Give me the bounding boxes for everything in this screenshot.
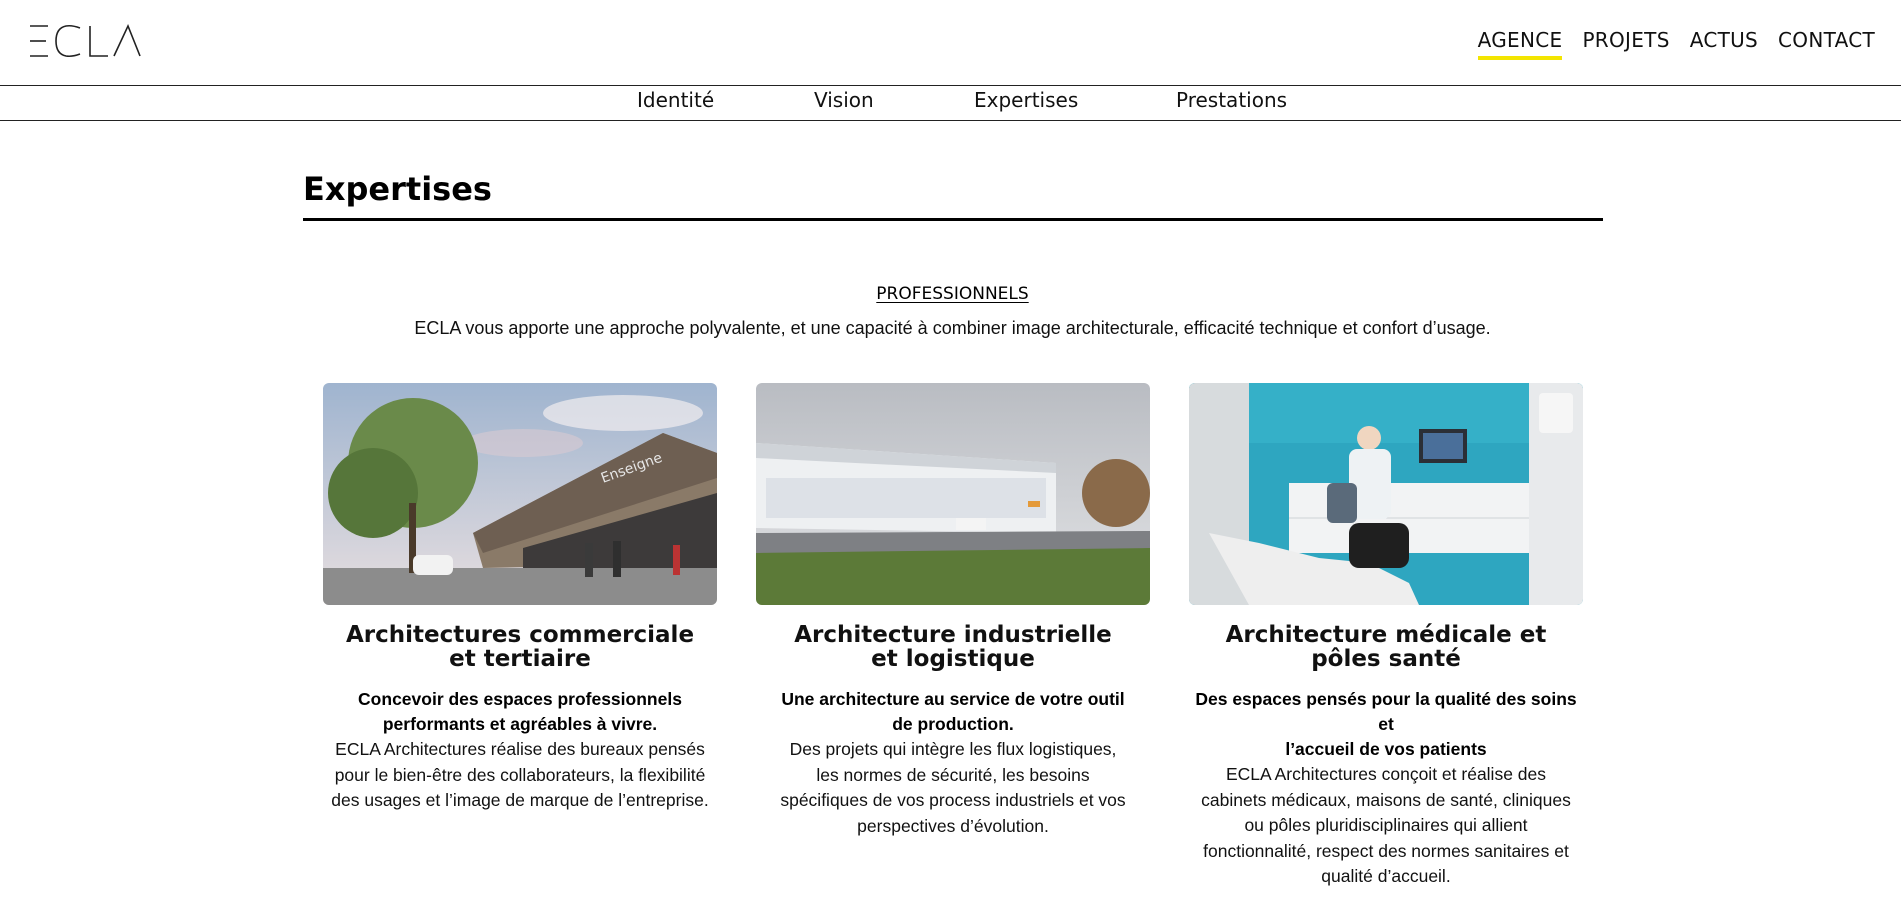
card-title-line2: et tertiaire [449,646,591,672]
dental-office-image [1189,383,1583,605]
card-lead-line1: Une architecture au service de votre outil [781,689,1125,709]
card-lead [756,687,1150,737]
subnav-vision[interactable]: Vision [814,88,874,112]
card-body-line: des usages et l’image de marque de l’entreprise. [331,790,709,810]
title-divider [303,218,1603,221]
expertise-card-medical [1189,383,1583,890]
card-lead-line2: de production. [892,714,1014,734]
card-body-line: ou pôles pluridisciplinaires qui allient [1244,815,1528,835]
site-header [0,0,1901,86]
card-lead-line2: performants et agréables à vivre. [382,714,658,734]
svg-text:Enseigne: Enseigne [598,449,665,487]
card-title [323,623,717,671]
card-body-line: pour le bien-être des collaborateurs, la flexibilité [334,764,706,785]
intro-text: ECLA vous apporte une approche polyvalente, et une capacité à combiner image architecturale, efficacité technique et confort d’usage. [414,318,1491,338]
card-title [756,623,1150,671]
card-body-line: perspectives d’évolution. [857,815,1049,836]
expertise-card-commercial [323,383,717,814]
card-lead [323,687,717,737]
subnav-prestations[interactable]: Prestations [1176,88,1288,112]
card-body-line: fonctionnalité, respect des normes sanitaires et [1203,840,1569,861]
section-heading-text: PROFESSIONNELS [876,284,1029,304]
card-body-line: Des projets qui intègre les flux logistiques, [789,739,1117,759]
card-title-line1: Architecture médicale et [1225,622,1547,648]
card-body [323,737,717,814]
industrial-warehouse-image [756,383,1150,605]
main-nav [1478,28,1875,56]
card-title-line1: Architectures commerciale [345,622,695,648]
card-title-line2: pôles santé [1311,646,1461,672]
card-body-line: spécifiques de vos process industriels et vos [780,790,1126,810]
card-title-line2: et logistique [871,646,1035,672]
card-lead [1189,687,1583,762]
card-body-line: ECLA Architectures conçoit et réalise des [1225,764,1547,784]
card-title-line1: Architecture industrielle [794,622,1112,648]
card-lead-line1: Concevoir des espaces professionnels [358,689,682,709]
card-body [756,737,1150,839]
nav-actus[interactable]: ACTUS [1689,28,1759,52]
card-body-line: ECLA Architectures réalise des bureaux pensés [335,739,705,759]
page-title: Expertises [303,170,492,208]
commercial-building-image [323,383,717,605]
ecla-logo[interactable] [28,24,142,58]
card-body [1189,762,1583,890]
ecla-logo-mark [28,24,142,58]
subnav-identite[interactable]: Identité [637,88,715,112]
nav-contact[interactable]: CONTACT [1778,28,1875,52]
nav-projets[interactable]: PROJETS [1582,28,1670,52]
subnav-expertises[interactable]: Expertises [974,88,1079,112]
card-body-line: qualité d’accueil. [1321,866,1451,886]
card-lead-line1: Des espaces pensés pour la qualité des soins et [1195,689,1577,734]
sub-nav [0,86,1901,121]
card-body-line: cabinets médicaux, maisons de santé, cliniques [1201,789,1571,810]
expertise-card-industrial [756,383,1150,839]
nav-agence[interactable]: AGENCE [1478,28,1563,56]
card-title [1189,623,1583,671]
card-body-line: les normes de sécurité, les besoins [816,764,1090,785]
card-lead-line2: l’accueil de vos patients [1285,739,1487,759]
section-heading [0,284,1901,304]
